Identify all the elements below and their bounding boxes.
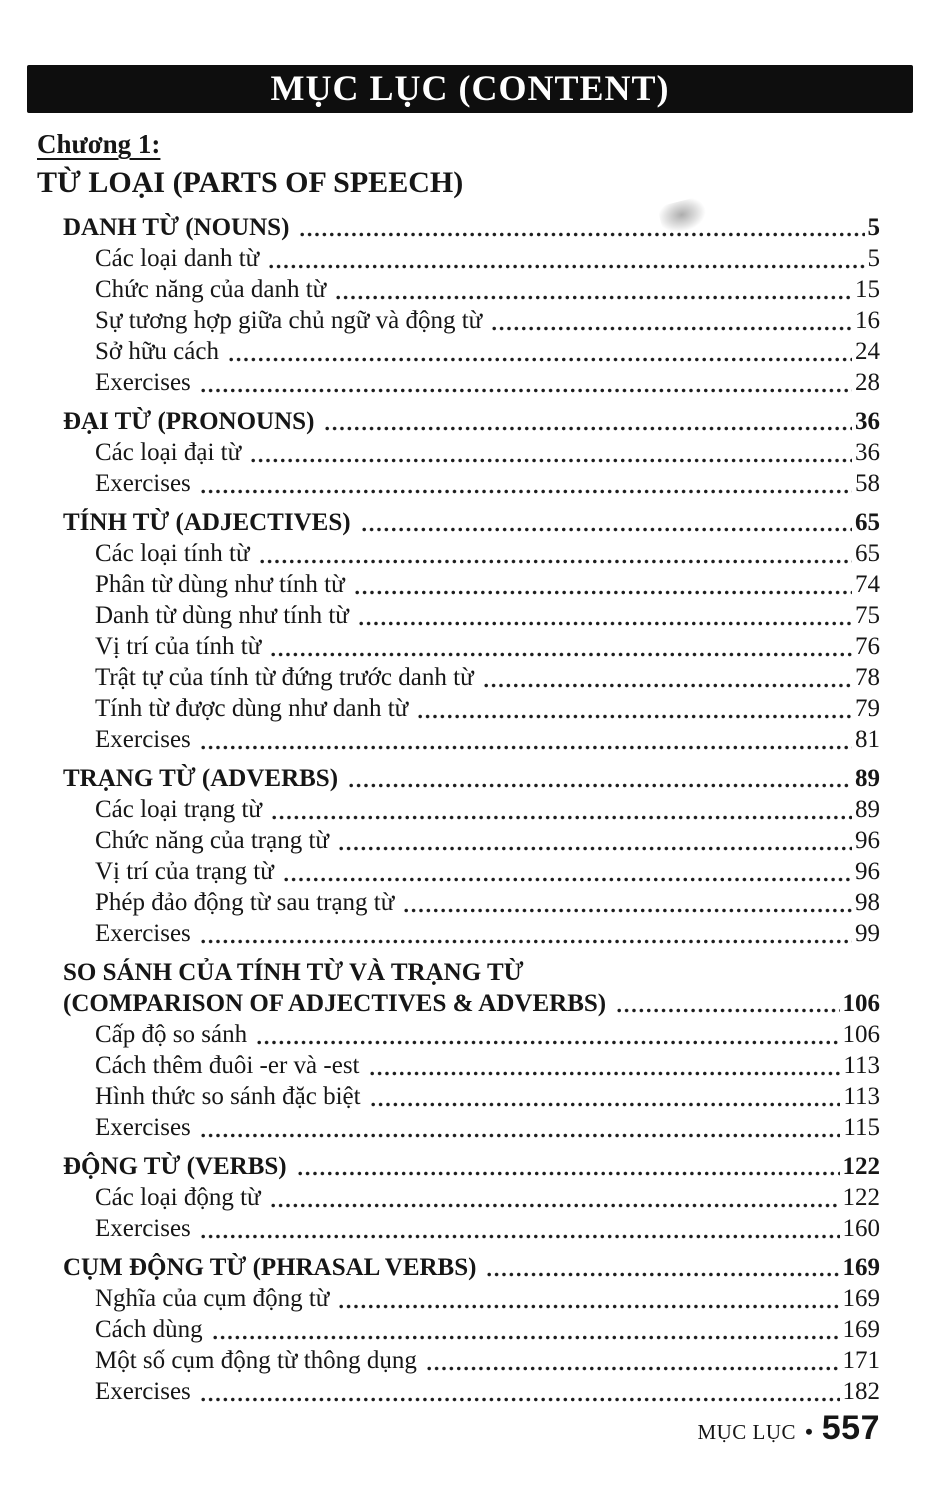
page-number: 5 xyxy=(867,214,880,241)
dotted-leader xyxy=(212,1334,840,1341)
page-footer xyxy=(37,1411,880,1445)
toc-item-row xyxy=(37,336,880,367)
toc-item-row xyxy=(37,569,880,600)
entry-label: Cấp độ so sánh xyxy=(95,1021,248,1048)
dotted-leader xyxy=(354,589,852,596)
chapter-title: TỪ LOẠI (PARTS OF SPEECH) xyxy=(37,166,464,199)
page-number: 74 xyxy=(855,571,880,598)
toc-section-row xyxy=(37,406,880,437)
toc-item-row xyxy=(37,825,880,856)
entry-label: Các loại động từ xyxy=(95,1184,261,1211)
toc-item-row xyxy=(37,693,880,724)
dotted-leader xyxy=(200,488,852,495)
entry-label: Exercises xyxy=(95,726,191,753)
page-number: 99 xyxy=(855,920,880,947)
toc-item-row xyxy=(37,662,880,693)
entry-label: Danh từ dùng như tính từ xyxy=(95,602,349,629)
entry-label: ĐẠI TỪ (PRONOUNS) xyxy=(63,408,315,435)
dotted-leader xyxy=(369,1070,841,1077)
page-number: 76 xyxy=(855,633,880,660)
toc-section-row xyxy=(37,507,880,538)
entry-label: Vị trí của tính từ xyxy=(95,633,262,660)
toc-item-row xyxy=(37,600,880,631)
toc-item-row xyxy=(37,724,880,755)
page-number: 106 xyxy=(842,1021,880,1048)
toc-item-row xyxy=(37,468,880,499)
page-number: 89 xyxy=(855,796,880,823)
page-number: 115 xyxy=(843,1114,880,1141)
dotted-leader xyxy=(271,814,852,821)
entry-label: Chức năng của danh từ xyxy=(95,276,327,303)
entry-label: Các loại đại từ xyxy=(95,439,242,466)
page-number: 113 xyxy=(843,1052,880,1079)
page-number: 106 xyxy=(842,990,880,1017)
page-number: 96 xyxy=(855,827,880,854)
page-number: 16 xyxy=(855,307,880,334)
dotted-leader xyxy=(268,263,864,270)
page-number: 122 xyxy=(842,1153,880,1180)
dotted-leader xyxy=(297,1170,840,1177)
dotted-leader xyxy=(335,294,852,301)
toc-item-row xyxy=(37,1081,880,1112)
page-number: 96 xyxy=(855,858,880,885)
toc-section-row xyxy=(37,988,880,1019)
entry-label: Exercises xyxy=(95,1378,191,1405)
entry-label: Sở hữu cách xyxy=(95,338,219,365)
toc-item-row xyxy=(37,918,880,949)
toc-item-row xyxy=(37,1050,880,1081)
dotted-leader xyxy=(426,1365,840,1372)
entry-label: CỤM ĐỘNG TỪ (PHRASAL VERBS) xyxy=(63,1254,477,1281)
entry-label: Các loại danh từ xyxy=(95,245,260,272)
entry-label: Các loại tính từ xyxy=(95,540,250,567)
dotted-leader xyxy=(299,231,864,238)
dotted-leader xyxy=(370,1101,841,1108)
entry-label: Một số cụm động từ thông dụng xyxy=(95,1347,417,1374)
page-number: 15 xyxy=(855,276,880,303)
page-number: 24 xyxy=(855,338,880,365)
page-number: 169 xyxy=(842,1254,880,1281)
page-number: 169 xyxy=(842,1285,880,1312)
dotted-leader xyxy=(483,682,852,689)
page-number: 65 xyxy=(855,509,880,536)
entry-label: Cách dùng xyxy=(95,1316,203,1343)
bullet-separator-icon: • xyxy=(805,1419,813,1444)
chapter-label: Chương 1: xyxy=(37,129,161,159)
entry-label: Phân từ dùng như tính từ xyxy=(95,571,345,598)
entry-label: SO SÁNH CỦA TÍNH TỪ VÀ TRẠNG TỪ xyxy=(63,959,524,986)
dotted-leader xyxy=(417,713,852,720)
page-number: 160 xyxy=(842,1215,880,1242)
dotted-leader xyxy=(200,1396,840,1403)
page-number: 182 xyxy=(842,1378,880,1405)
dotted-leader xyxy=(270,1202,840,1209)
dotted-leader xyxy=(403,907,852,914)
entry-label: Nghĩa của cụm động từ xyxy=(95,1285,330,1312)
toc-item-row xyxy=(37,243,880,274)
entry-label: Tính từ được dùng như danh từ xyxy=(95,695,409,722)
dotted-leader xyxy=(283,876,852,883)
dotted-leader xyxy=(200,744,852,751)
dotted-leader xyxy=(348,782,852,789)
toc-item-row xyxy=(37,631,880,662)
toc-section-row xyxy=(37,957,880,988)
dotted-leader xyxy=(358,620,852,627)
toc-item-row xyxy=(37,367,880,398)
dotted-leader xyxy=(486,1271,839,1278)
page-number: 65 xyxy=(855,540,880,567)
dotted-leader xyxy=(338,845,852,852)
entry-label: ĐỘNG TỪ (VERBS) xyxy=(63,1153,287,1180)
entry-label: Exercises xyxy=(95,1215,191,1242)
page-number: 28 xyxy=(855,369,880,396)
dotted-leader xyxy=(256,1039,839,1046)
toc-item-row xyxy=(37,1019,880,1050)
dotted-leader xyxy=(200,1132,841,1139)
dotted-leader xyxy=(324,425,852,432)
entry-label: Exercises xyxy=(95,470,191,497)
page-number: 113 xyxy=(843,1083,880,1110)
entry-label: TÍNH TỪ (ADJECTIVES) xyxy=(63,509,351,536)
entry-label: Vị trí của trạng từ xyxy=(95,858,274,885)
toc-section-row xyxy=(37,212,880,243)
toc-list xyxy=(37,212,880,1407)
entry-label: Sự tương hợp giữa chủ ngữ và động từ xyxy=(95,307,483,334)
toc-item-row xyxy=(37,856,880,887)
toc-item-row xyxy=(37,887,880,918)
page-number: 5 xyxy=(867,245,880,272)
entry-label: Các loại trạng từ xyxy=(95,796,262,823)
entry-label: Exercises xyxy=(95,1114,191,1141)
dotted-leader xyxy=(491,325,852,332)
toc-content xyxy=(37,127,880,1445)
toc-item-row xyxy=(37,274,880,305)
page-number: 58 xyxy=(855,470,880,497)
page-number: 89 xyxy=(855,765,880,792)
dotted-leader xyxy=(200,1233,840,1240)
toc-item-row xyxy=(37,794,880,825)
toc-item-row xyxy=(37,1376,880,1407)
entry-label: Cách thêm đuôi -er và -est xyxy=(95,1052,360,1079)
dotted-leader xyxy=(200,387,852,394)
toc-item-row xyxy=(37,437,880,468)
entry-label: DANH TỪ (NOUNS) xyxy=(63,214,290,241)
page-number: 36 xyxy=(855,439,880,466)
dotted-leader xyxy=(200,938,852,945)
entry-label: Trật tự của tính từ đứng trước danh từ xyxy=(95,664,474,691)
page-number: 81 xyxy=(855,726,880,753)
dotted-leader xyxy=(338,1303,839,1310)
entry-label: TRẠNG TỪ (ADVERBS) xyxy=(63,765,339,792)
page-number: 79 xyxy=(855,695,880,722)
toc-section-row xyxy=(37,1252,880,1283)
page-number: 169 xyxy=(842,1316,880,1343)
page-number: 78 xyxy=(855,664,880,691)
dotted-leader xyxy=(250,457,852,464)
dotted-leader xyxy=(616,1007,839,1014)
entry-label: Phép đảo động từ sau trạng từ xyxy=(95,889,395,916)
toc-item-row xyxy=(37,1213,880,1244)
footer-section-label: MỤC LỤC xyxy=(697,1420,797,1444)
page-number: 122 xyxy=(842,1184,880,1211)
dotted-leader xyxy=(270,651,852,658)
entry-label: Exercises xyxy=(95,920,191,947)
toc-item-row xyxy=(37,538,880,569)
toc-item-row xyxy=(37,1345,880,1376)
toc-item-row xyxy=(37,1314,880,1345)
page-number: 36 xyxy=(855,408,880,435)
page-number: 75 xyxy=(855,602,880,629)
dotted-leader xyxy=(259,558,853,565)
entry-label: Hình thức so sánh đặc biệt xyxy=(95,1083,361,1110)
entry-label: Exercises xyxy=(95,369,191,396)
page-title: MỤC LỤC (CONTENT) xyxy=(270,68,670,108)
page-number: 171 xyxy=(842,1347,880,1374)
toc-item-row xyxy=(37,1182,880,1213)
entry-label: Chức năng của trạng từ xyxy=(95,827,329,854)
entry-label: (COMPARISON OF ADJECTIVES & ADVERBS) xyxy=(63,990,607,1017)
toc-item-row xyxy=(37,305,880,336)
folio-page-number: 557 xyxy=(821,1409,880,1447)
dotted-leader xyxy=(361,526,852,533)
toc-section-row xyxy=(37,763,880,794)
header-bar xyxy=(27,65,913,113)
toc-item-row xyxy=(37,1112,880,1143)
dotted-leader xyxy=(228,356,852,363)
page-number: 98 xyxy=(855,889,880,916)
toc-item-row xyxy=(37,1283,880,1314)
toc-section-row xyxy=(37,1151,880,1182)
